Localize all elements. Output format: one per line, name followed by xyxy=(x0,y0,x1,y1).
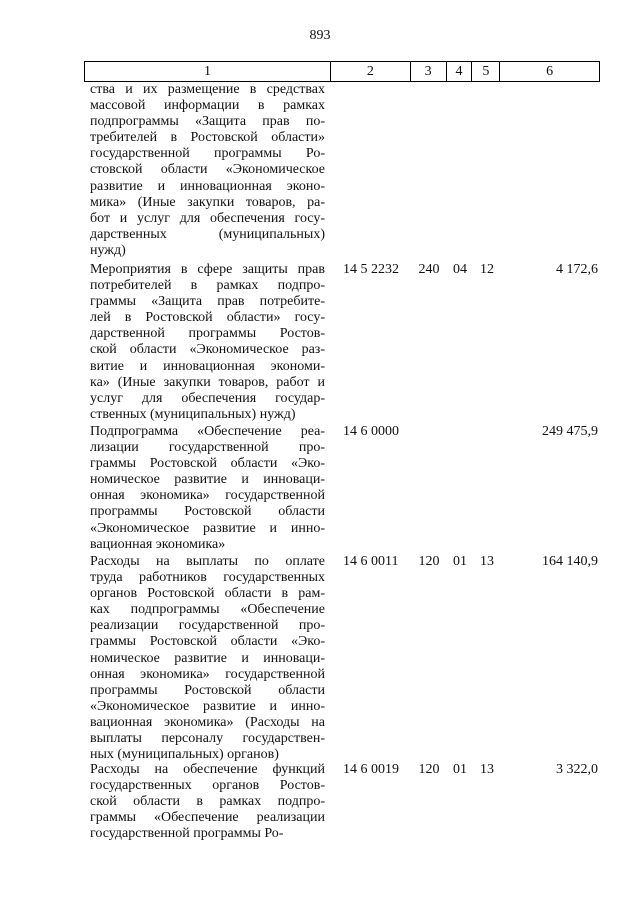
row-amount: 4 172,6 xyxy=(556,262,598,277)
row-expense-type: 120 xyxy=(418,554,440,569)
description-line: Расходы на обеспечение функций xyxy=(90,762,325,777)
description-line: Подпрограмма «Обеспечение реа- xyxy=(90,424,325,439)
description-line: услуг для обеспечения государ- xyxy=(90,390,325,406)
header-col-1: 1 xyxy=(85,62,331,81)
row-amount: 3 322,0 xyxy=(556,762,598,777)
row-subsection: 13 xyxy=(480,554,494,569)
description-line: «Экономическое развитие и инно- xyxy=(90,698,325,714)
description-line: граммы «Обеспечение реализации xyxy=(90,810,325,826)
row-expense-type: 120 xyxy=(418,762,440,777)
description-line: подпрограммы «Защита прав по- xyxy=(90,114,325,130)
description-line: реализации государственной про- xyxy=(90,618,325,634)
row-subsection: 12 xyxy=(480,262,494,277)
row-section xyxy=(447,424,473,553)
description-line: бот и услуг для обеспечения госу- xyxy=(90,210,325,226)
description-line: лизации государственной про- xyxy=(90,440,325,456)
description-line: лей в Ростовской области» госу- xyxy=(90,310,325,326)
description-line: государственной программы Ро- xyxy=(90,146,325,162)
row-section xyxy=(447,82,473,259)
header-col-6: 6 xyxy=(546,64,554,79)
description-line: программы Ростовской области xyxy=(90,504,325,520)
row-amount xyxy=(501,82,600,259)
description-line: программы Ростовской области xyxy=(90,682,325,698)
row-code xyxy=(331,82,411,259)
description-line: «Экономическое развитие и инно- xyxy=(90,520,325,536)
row-code: 14 6 0011 xyxy=(343,554,399,569)
row-subsection: 13 xyxy=(480,762,494,777)
description-line: ках подпрограммы «Обеспечение xyxy=(90,602,325,618)
row-expense-type xyxy=(411,424,447,553)
description-line: ства и их размещение в средствах xyxy=(90,82,325,97)
row-code: 14 5 2232 xyxy=(343,262,399,277)
row-subsection xyxy=(473,424,501,553)
header-col-2: 2 xyxy=(331,62,411,81)
description-line: дарственных (муниципальных) xyxy=(90,226,325,242)
table-row xyxy=(84,424,600,553)
row-amount: 164 140,9 xyxy=(542,554,598,569)
description-line: труда работников государственных xyxy=(90,570,325,586)
header-col-4: 4 xyxy=(447,62,473,81)
table-header xyxy=(84,61,600,82)
row-subsection xyxy=(473,82,501,259)
description-line: потребителей в рамках подпро- xyxy=(90,278,325,294)
description-line: дарственной программы Ростов- xyxy=(90,326,325,342)
budget-table xyxy=(84,61,600,842)
description-line: Расходы на выплаты по оплате xyxy=(90,554,325,569)
description-line: граммы Ростовской области «Эко- xyxy=(90,634,325,650)
table-row xyxy=(84,82,600,259)
table-row xyxy=(84,262,600,423)
description-line: витие и инновационная экономи- xyxy=(90,358,325,374)
row-section: 01 xyxy=(453,554,467,569)
header-col-3: 3 xyxy=(411,62,447,81)
description-line: развитие и инновационная эконо- xyxy=(90,178,325,194)
table-row xyxy=(84,554,600,763)
row-amount: 249 475,9 xyxy=(542,424,598,439)
description-line: ка» (Иные закупки товаров, работ и xyxy=(90,374,325,390)
description-line: онная экономика» государственной xyxy=(90,488,325,504)
page-number: 893 xyxy=(309,28,331,43)
description-line: вационная экономика» (Расходы на xyxy=(90,714,325,730)
row-expense-type xyxy=(411,82,447,259)
description-line: массовой информации в рамках xyxy=(90,98,325,114)
description-line: требителей в Ростовской области» xyxy=(90,130,325,146)
description-line: государственных органов Ростов- xyxy=(90,778,325,794)
row-section: 01 xyxy=(453,762,467,777)
row-description xyxy=(84,82,331,259)
row-section: 04 xyxy=(453,262,467,277)
description-line: номическое развитие и инноваци- xyxy=(90,650,325,666)
row-description xyxy=(84,762,331,842)
description-line: онная экономика» государственной xyxy=(90,666,325,682)
description-line: вационная экономика» xyxy=(90,536,226,552)
description-line: граммы «Защита прав потребите- xyxy=(90,294,325,310)
description-line: номическое развитие и инноваци- xyxy=(90,472,325,488)
row-description xyxy=(84,262,331,423)
description-line: органов Ростовской области в рам- xyxy=(90,586,325,602)
table-row xyxy=(84,762,600,842)
description-line: мика» (Иные закупки товаров, ра- xyxy=(90,194,325,210)
row-description xyxy=(84,554,331,763)
row-code: 14 6 0000 xyxy=(343,424,399,439)
description-line: ской области «Экономическое раз- xyxy=(90,342,325,358)
description-line: ных (муниципальных) органов) xyxy=(90,747,279,763)
row-expense-type: 240 xyxy=(418,262,440,277)
description-line: граммы Ростовской области «Эко- xyxy=(90,456,325,472)
description-line: стовской области «Экономическое xyxy=(90,162,325,178)
row-code: 14 6 0019 xyxy=(343,762,399,777)
description-line: Мероприятия в сфере защиты прав xyxy=(90,262,325,277)
description-line: выплаты персоналу государствен- xyxy=(90,731,325,747)
description-line: нужд) xyxy=(90,242,126,258)
header-col-5: 5 xyxy=(472,62,500,81)
description-line: государственной программы Ро- xyxy=(90,826,284,842)
description-line: ственных (муниципальных) нужд) xyxy=(90,406,296,422)
row-description xyxy=(84,424,331,553)
description-line: ской области в рамках подпро- xyxy=(90,794,325,810)
